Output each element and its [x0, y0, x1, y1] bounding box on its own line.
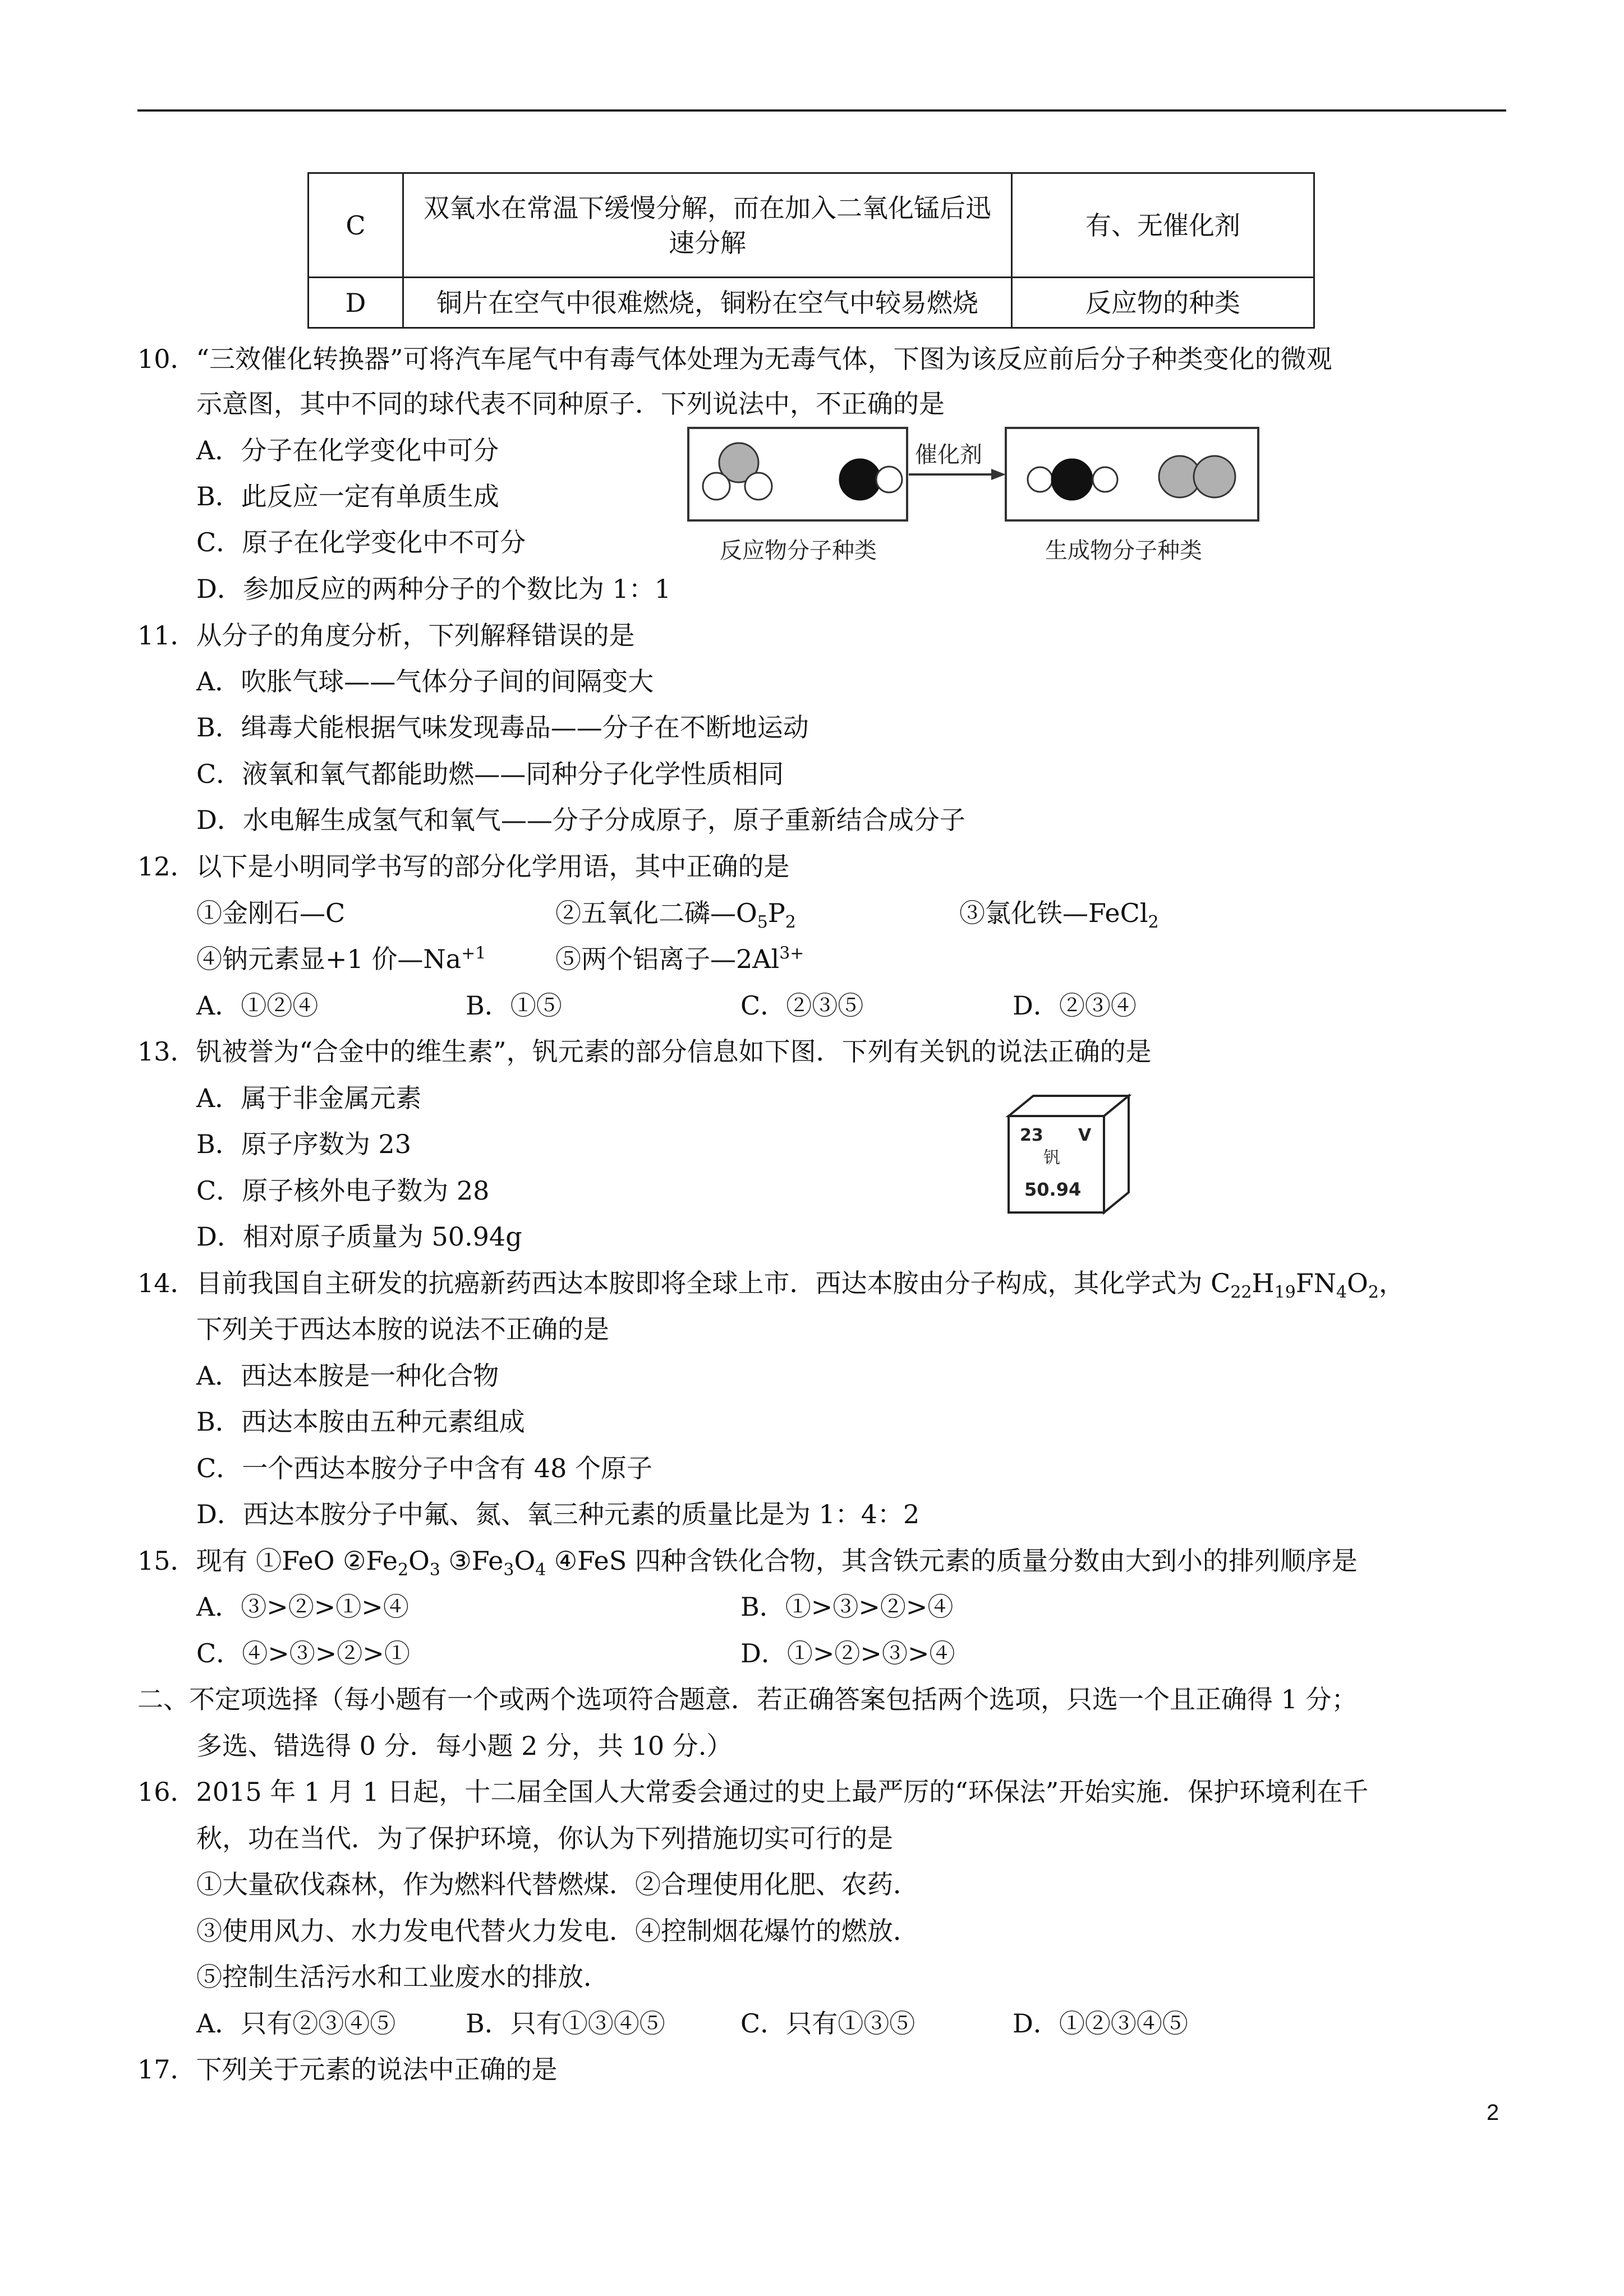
row-letter: C — [309, 173, 403, 278]
q13-option-d: D．相对原子质量为 50.94g — [196, 1221, 522, 1252]
q14-option-a: A．西达本胺是一种化合物 — [196, 1361, 499, 1391]
q14-option-d: D．西达本胺分子中氟、氮、氧三种元素的质量比是为 1：4：2 — [196, 1499, 920, 1529]
q13-option-a: A．属于非金属元素 — [196, 1083, 422, 1113]
q16-stem-line2: 秋，功在当代．为了保护环境，你认为下列措施切实可行的是 — [196, 1823, 893, 1854]
q14-stem-line2: 下列关于西达本胺的说法不正确的是 — [196, 1314, 609, 1344]
q16-stem-line1: 16．2015 年 1 月 1 日起，十二届全国人大常委会通过的史上最严厉的“环保法”开始实施．保护环境利在千 — [137, 1777, 1369, 1807]
q12-item-2: ②五氧化二磷$—O_5P_2$ — [555, 898, 796, 933]
products-label: 生成物分子种类 — [1045, 538, 1202, 564]
section2-line2: 多选、错选得 0 分．每小题 2 分，共 10 分.） — [196, 1731, 733, 1761]
q14-stem-line1: 14．目前我国自主研发的抗癌新药西达本胺即将全球上市．西达本胺由分子构成，其化学式为 $C_{22}H_{19}FN_4O_2$， — [137, 1268, 1405, 1303]
q16-option-d: D．①②③④⑤ — [1013, 2008, 1188, 2039]
q10-option-b: B．此反应一定有单质生成 — [196, 481, 499, 511]
atomic-number: 23 — [1020, 1126, 1043, 1145]
white-atom-icon — [703, 473, 730, 500]
arrow-label: 催化剂 — [915, 442, 982, 468]
white-atom-icon — [1093, 467, 1117, 492]
q10-option-a: A．分子在化学变化中可分 — [196, 435, 499, 465]
q16-measures-line2: ③使用风力、水力发电代替火力发电．④控制烟花爆竹的燃放． — [196, 1916, 919, 1946]
q10-option-d: D．参加反应的两种分子的个数比为 1：1 — [196, 574, 671, 604]
q15-option-c: C．④>③>②>① — [196, 1638, 410, 1668]
q12-item-4: ④钠元素显+1 价$—Na^{+1}$ — [196, 943, 486, 974]
q16-option-c: C．只有①③⑤ — [740, 2008, 915, 2039]
q12-item-3: ③氯化铁—FeCl$_2$ — [959, 898, 1159, 933]
q16-measures-line1: ①大量砍伐森林，作为燃料代替燃煤．②合理使用化肥、农药． — [196, 1869, 919, 1899]
q11-option-a: A．吹胀气球——气体分子间的间隔变大 — [196, 666, 654, 697]
row-phenomenon: 铜片在空气中很难燃烧，铜粉在空气中较易燃烧 — [403, 278, 1012, 328]
q11-option-c: C．液氧和氧气都能助燃——同种分子化学性质相同 — [196, 759, 784, 789]
q14-option-b: B．西达本胺由五种元素组成 — [196, 1407, 525, 1437]
reactants-label: 反应物分子种类 — [720, 538, 877, 564]
q16-option-a: A．只有②③④⑤ — [196, 2008, 396, 2039]
table-row — [309, 173, 1314, 278]
vanadium-element-cube — [1004, 1094, 1139, 1228]
q17-stem: 17．下列关于元素的说法中正确的是 — [137, 2054, 558, 2085]
white-atom-icon — [1028, 467, 1052, 492]
q14-option-c: C．一个西达本胺分子中含有 48 个原子 — [196, 1453, 652, 1483]
element-symbol: V — [1078, 1126, 1092, 1145]
q13-stem: 13．钒被誉为“合金中的维生素”，钒元素的部分信息如下图．下列有关钒的说法正确的是 — [137, 1036, 1152, 1067]
white-atom-icon — [745, 473, 772, 500]
atomic-mass: 50.94 — [1024, 1179, 1082, 1200]
section2-line1: 二、不定项选择（每小题有一个或两个选项符合题意．若正确答案包括两个选项，只选一个且正确得 1 分； — [137, 1684, 1358, 1714]
row-phenomenon: 双氧水在常温下缓慢分解，而在加入二氧化锰后迅速分解 — [403, 173, 1012, 278]
element-name: 钒 — [1043, 1148, 1060, 1168]
q12-stem: 12．以下是小明同学书写的部分化学用语，其中正确的是 — [137, 851, 790, 882]
q11-stem: 11．从分子的角度分析，下列解释错误的是 — [137, 620, 635, 651]
row-letter: D — [309, 278, 403, 328]
q11-option-b: B．缉毒犬能根据气味发现毒品——分子在不断地运动 — [196, 712, 809, 743]
black-atom-icon — [1052, 459, 1092, 500]
cube-side — [1104, 1096, 1129, 1212]
q15-option-b: B．①>③>②>④ — [740, 1592, 954, 1622]
black-atom-icon — [840, 459, 880, 500]
molecule-diagram — [687, 426, 1276, 583]
q12-option-b: B．①⑤ — [466, 990, 562, 1021]
row-factor: 反应物的种类 — [1012, 278, 1314, 328]
row-factor: 有、无催化剂 — [1012, 173, 1314, 278]
q10-stem-line1: 10．“三效催化转换器”可将汽车尾气中有毒气体处理为无毒气体，下图为该反应前后分子种类变化的微观 — [137, 344, 1332, 374]
q13-option-b: B．原子序数为 23 — [196, 1129, 411, 1159]
white-atom-icon — [876, 467, 902, 492]
header-rule — [137, 109, 1506, 112]
q13-option-c: C．原子核外电子数为 28 — [196, 1175, 490, 1206]
q12-option-c: C．②③⑤ — [740, 990, 864, 1021]
q12-option-d: D．②③④ — [1013, 990, 1137, 1021]
q11-option-d: D．水电解生成氢气和氧气——分子分成原子，原子重新结合成分子 — [196, 805, 965, 835]
q12-item-1: ①金刚石—C — [196, 898, 346, 928]
grey-atom-icon — [1194, 456, 1235, 497]
table-row — [309, 278, 1314, 328]
q16-option-b: B．只有①③④⑤ — [466, 2008, 665, 2039]
q12-option-a: A．①②④ — [196, 990, 319, 1021]
q10-option-c: C．原子在化学变化中不可分 — [196, 527, 526, 557]
arrow-head-icon — [991, 469, 1006, 480]
page-number: 2 — [1487, 2100, 1499, 2125]
q12-item-5: ⑤两个铝离子$—2Al^{3+}$ — [555, 943, 804, 974]
q10-stem-line2: 示意图，其中不同的球代表不同种原子．下列说法中，不正确的是 — [196, 389, 945, 419]
q15-stem: 15．现有 ①FeO $②Fe_2O_3$ $③Fe_3O_4$ ④FeS 四种含铁化合物，其含铁元素的质量分数由大到小的排列顺序是 — [137, 1546, 1358, 1580]
q9-table — [307, 172, 1315, 329]
q15-option-d: D．①>②>③>④ — [740, 1638, 955, 1668]
q16-measures-line3: ⑤控制生活污水和工业废水的排放． — [196, 1962, 609, 1992]
q15-option-a: A．③>②>①>④ — [196, 1592, 409, 1622]
